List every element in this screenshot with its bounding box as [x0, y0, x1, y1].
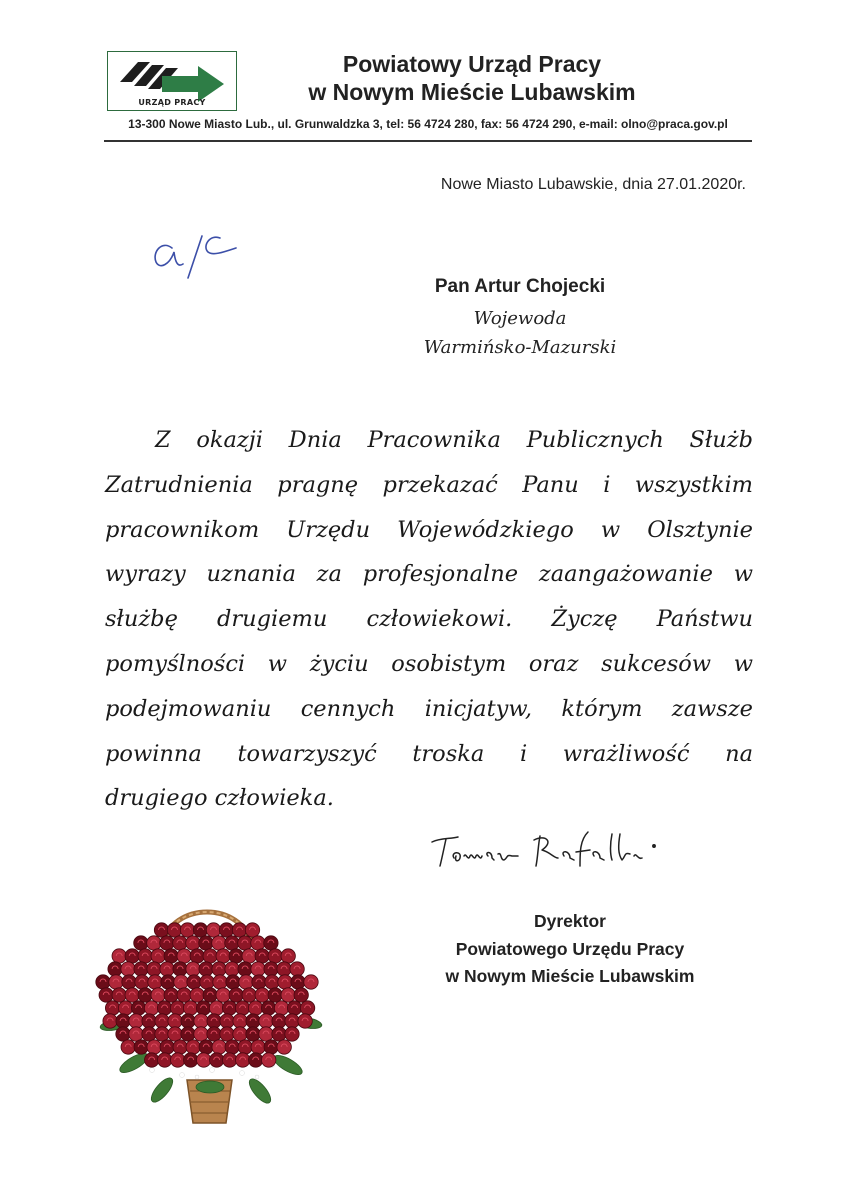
- rose-bloom: [239, 975, 253, 989]
- letter-body: [105, 418, 753, 821]
- rose-bloom: [233, 1027, 247, 1041]
- rose-bloom: [112, 949, 126, 963]
- addressee-title: Wojewoda: [473, 308, 567, 329]
- body-line-5: służbę drugiemu człowiekowi. Życzę Państwu: [105, 606, 753, 633]
- rose-bloom: [177, 988, 191, 1002]
- rose-bloom: [199, 962, 213, 976]
- rose-bloom: [105, 1001, 119, 1015]
- rose-basket-icon: [92, 905, 332, 1130]
- rose-bloom: [213, 975, 227, 989]
- addressee-name: Pan Artur Chojecki: [434, 276, 606, 297]
- rose-bloom: [225, 936, 239, 950]
- signer-office-line1: Powiatowego Urzędu Pracy: [455, 939, 685, 959]
- rose-bloom: [294, 988, 308, 1002]
- rose-bloom: [220, 1027, 234, 1041]
- rose-bloom: [197, 1053, 211, 1067]
- rose-bloom: [186, 936, 200, 950]
- rose-bloom: [147, 936, 161, 950]
- rose-bloom: [142, 1014, 156, 1028]
- rose-bloom: [219, 923, 233, 937]
- rose-bloom: [131, 1001, 145, 1015]
- rose-bloom: [138, 988, 152, 1002]
- rose-bloom: [291, 975, 305, 989]
- rose-bloom: [274, 1001, 288, 1015]
- rose-bloom: [290, 962, 304, 976]
- body-line-8: powinna towarzyszyć troska i wrażliwość na: [105, 740, 753, 767]
- rose-bloom: [167, 923, 181, 937]
- rose-bloom: [281, 949, 295, 963]
- handwritten-signature: [430, 826, 690, 876]
- body-line-7: podejmowaniu cennych inicjatyw, którym zawsze: [105, 695, 753, 722]
- rose-bloom: [109, 975, 123, 989]
- letter-date: Nowe Miasto Lubawskie, dnia 27.01.2020r.: [440, 176, 746, 193]
- rose-bloom: [272, 1014, 286, 1028]
- rose-bloom: [235, 1001, 249, 1015]
- rose-bloom: [278, 975, 292, 989]
- rose-bloom: [99, 988, 113, 1002]
- rose-bloom: [222, 1001, 236, 1015]
- rose-bloom: [206, 923, 220, 937]
- rose-bloom: [225, 1040, 239, 1054]
- rose-bloom: [245, 923, 259, 937]
- signer-office-line2: w Nowym Mieście Lubawskim: [445, 966, 695, 986]
- rose-bloom: [259, 1027, 273, 1041]
- rose-bloom: [168, 1027, 182, 1041]
- rose-bloom: [147, 1040, 161, 1054]
- body-line-4: wyrazy uznania za profesjonalne zaangażowanie w: [105, 561, 753, 588]
- handwritten-note-mark: [150, 224, 245, 284]
- rose-bloom: [216, 949, 230, 963]
- rose-bloom: [96, 975, 110, 989]
- rose-bloom: [268, 988, 282, 1002]
- rose-bloom: [233, 1014, 247, 1028]
- rose-bloom: [261, 1001, 275, 1015]
- rose-bloom: [277, 1040, 291, 1054]
- contact-line: 13-300 Nowe Miasto Lub., ul. Grunwaldzka 3, tel: 56 4724 280, fax: 56 4724 290, e-mail: olno@praca.gov.pl: [128, 117, 728, 131]
- rose-bloom: [304, 975, 318, 989]
- rose-bloom: [158, 1053, 172, 1067]
- rose-bloom: [238, 936, 252, 950]
- rose-bloom: [265, 975, 279, 989]
- rose-bloom: [264, 1040, 278, 1054]
- rose-bloom: [122, 975, 136, 989]
- rose-bloom: [232, 923, 246, 937]
- rose-bloom: [157, 1001, 171, 1015]
- rose-bloom: [207, 1014, 221, 1028]
- rose-bloom: [125, 988, 139, 1002]
- rose-bloom: [212, 962, 226, 976]
- rose-bloom: [246, 1014, 260, 1028]
- rose-bloom: [121, 962, 135, 976]
- rose-bloom: [125, 949, 139, 963]
- rose-bloom: [298, 1014, 312, 1028]
- rose-bloom: [121, 1040, 135, 1054]
- rose-bloom: [118, 1001, 132, 1015]
- rose-bloom: [145, 1053, 159, 1067]
- rose-bloom: [112, 988, 126, 1002]
- rose-bloom: [154, 923, 168, 937]
- rose-bloom: [236, 1053, 250, 1067]
- rose-bloom: [209, 1001, 223, 1015]
- rose-bloom: [300, 1001, 314, 1015]
- rose-bloom: [173, 936, 187, 950]
- rose-bloom: [144, 1001, 158, 1015]
- rose-bloom: [223, 1053, 237, 1067]
- rose-bloom: [194, 1027, 208, 1041]
- rose-bloom: [216, 988, 230, 1002]
- rose-bloom: [210, 1053, 224, 1067]
- rose-bloom: [160, 1040, 174, 1054]
- rose-bloom: [134, 936, 148, 950]
- rose-bloom: [268, 949, 282, 963]
- rose-bloom: [161, 975, 175, 989]
- rose-bloom: [183, 1001, 197, 1015]
- rose-bloom: [170, 1001, 184, 1015]
- rose-bloom: [285, 1027, 299, 1041]
- rose-bloom: [129, 1027, 143, 1041]
- rose-bloom: [255, 949, 269, 963]
- rose-bloom: [184, 1053, 198, 1067]
- rose-bloom: [160, 936, 174, 950]
- rose-bloom: [272, 1027, 286, 1041]
- rose-bloom: [155, 1027, 169, 1041]
- rose-bloom: [203, 949, 217, 963]
- body-line-9: drugiego człowieka.: [105, 785, 334, 812]
- rose-bloom: [193, 923, 207, 937]
- rose-bloom: [220, 1014, 234, 1028]
- rose-bloom: [229, 988, 243, 1002]
- rose-bloom: [196, 1001, 210, 1015]
- rose-bloom: [285, 1014, 299, 1028]
- rose-bloom: [199, 936, 213, 950]
- addressee-region: Warmińsko-Mazurski: [423, 337, 617, 358]
- rose-bloom: [187, 975, 201, 989]
- signer-position: Dyrektor: [534, 911, 606, 931]
- rose-bloom: [242, 988, 256, 1002]
- rose-bloom: [181, 1014, 195, 1028]
- body-line-2: Zatrudnienia pragnę przekazać Panu i wszystkim: [105, 471, 753, 498]
- office-name: [262, 50, 682, 106]
- rose-bloom: [190, 988, 204, 1002]
- rose-bloom: [259, 1014, 273, 1028]
- rose-bloom: [164, 949, 178, 963]
- rose-bloom: [180, 923, 194, 937]
- rose-bloom: [129, 1014, 143, 1028]
- rose-bloom: [229, 949, 243, 963]
- rose-bloom: [186, 1040, 200, 1054]
- rose-bloom: [181, 1027, 195, 1041]
- rose-bloom: [252, 975, 266, 989]
- logo-caption: URZĄD PRACY: [138, 98, 206, 107]
- rose-bloom: [174, 975, 188, 989]
- rose-bloom: [281, 988, 295, 1002]
- rose-bloom: [194, 1014, 208, 1028]
- header-divider: [104, 140, 752, 142]
- rose-bloom: [262, 1053, 276, 1067]
- rose-bloom: [251, 962, 265, 976]
- rose-bloom: [200, 975, 214, 989]
- rose-bloom: [116, 1027, 130, 1041]
- rose-bloom: [103, 1014, 117, 1028]
- rose-bloom: [246, 1027, 260, 1041]
- rose-bloom: [251, 936, 265, 950]
- rose-bloom: [173, 1040, 187, 1054]
- rose-bloom: [225, 962, 239, 976]
- rose-bloom: [238, 1040, 252, 1054]
- rose-bloom: [173, 962, 187, 976]
- rose-bloom: [264, 936, 278, 950]
- rose-bloom: [264, 962, 278, 976]
- rose-bloom: [116, 1014, 130, 1028]
- rose-bloom: [151, 988, 165, 1002]
- office-name-line1: Powiatowy Urząd Pracy: [342, 51, 602, 77]
- rose-bloom: [251, 1040, 265, 1054]
- rose-bloom: [199, 1040, 213, 1054]
- rose-bloom: [287, 1001, 301, 1015]
- rose-bloom: [249, 1053, 263, 1067]
- rose-bloom: [155, 1014, 169, 1028]
- rose-bloom: [203, 988, 217, 1002]
- rose-bloom: [148, 975, 162, 989]
- rose-bloom: [138, 949, 152, 963]
- rose-bloom: [186, 962, 200, 976]
- rose-bloom: [160, 962, 174, 976]
- rose-bloom: [255, 988, 269, 1002]
- rose-bloom: [277, 962, 291, 976]
- rose-bloom: [226, 975, 240, 989]
- rose-bloom: [242, 949, 256, 963]
- rose-bloom: [238, 962, 252, 976]
- body-line-1: Z okazji Dnia Pracownika Publicznych Służb: [155, 427, 753, 453]
- rose-bloom: [190, 949, 204, 963]
- body-line-6: pomyślności w życiu osobistym oraz sukcesów w: [105, 650, 753, 677]
- rose-bloom: [147, 962, 161, 976]
- rose-bloom: [134, 1040, 148, 1054]
- rose-bloom: [212, 1040, 226, 1054]
- rose-bloom: [248, 1001, 262, 1015]
- rose-bloom: [135, 975, 149, 989]
- rose-bloom: [168, 1014, 182, 1028]
- rose-bloom: [164, 988, 178, 1002]
- office-name-line2: w Nowym Mieście Lubawskim: [308, 79, 636, 105]
- rose-bloom: [207, 1027, 221, 1041]
- rose-bloom: [151, 949, 165, 963]
- body-line-3: pracownikom Urzędu Wojewódzkiego w Olsztynie: [105, 516, 753, 543]
- rose-bloom: [177, 949, 191, 963]
- rose-bloom: [212, 936, 226, 950]
- rose-bloom: [134, 962, 148, 976]
- rose-bloom: [108, 962, 122, 976]
- rose-bloom: [142, 1027, 156, 1041]
- office-logo: [107, 51, 237, 111]
- rose-bloom: [171, 1053, 185, 1067]
